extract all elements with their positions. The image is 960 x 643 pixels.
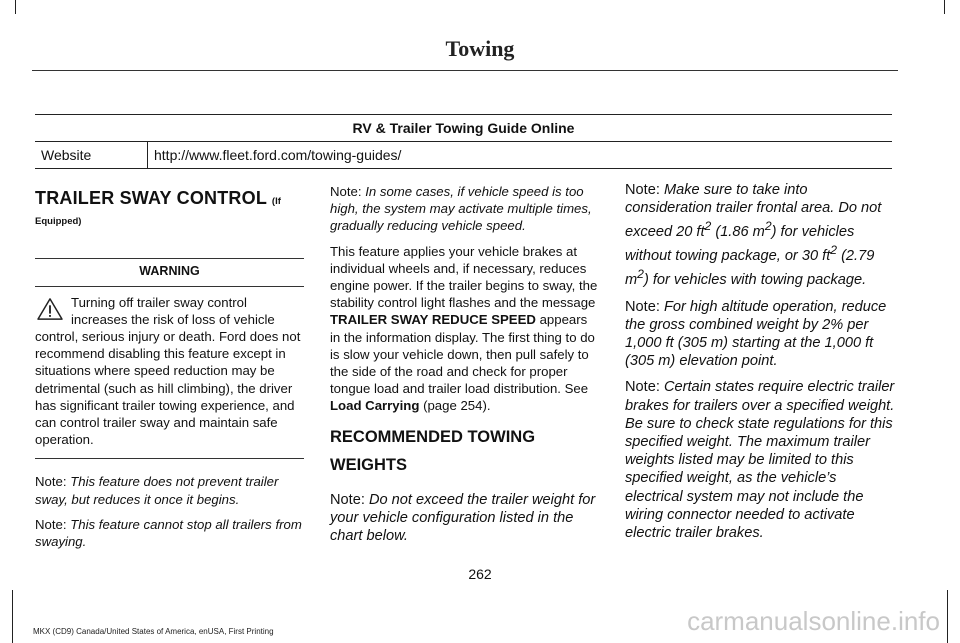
warning-triangle-icon bbox=[35, 297, 65, 321]
body-text: appears in the information display. The first thing to do is slow your vehicle down, then pull safely to the side of the road and check for proper tongue load and trailer load distribution. See bbox=[330, 312, 595, 397]
note-text bbox=[625, 182, 881, 288]
superscript: 2 bbox=[764, 219, 772, 234]
note-text-part: ) for vehicles without towing package, or 30 ft bbox=[625, 224, 855, 265]
warning-box bbox=[35, 258, 304, 459]
display-message: TRAILER SWAY REDUCE SPEED bbox=[330, 312, 536, 328]
superscript: 2 bbox=[704, 219, 712, 234]
note-label: Note: bbox=[35, 516, 67, 532]
watermark: carmanualsonline.info bbox=[687, 606, 940, 636]
note-paragraph bbox=[35, 516, 304, 550]
note-text: This feature cannot stop all trailers from swaying. bbox=[35, 516, 302, 550]
note-text-part: (2.79 m bbox=[625, 248, 875, 289]
note-label: Note: bbox=[625, 182, 660, 198]
note-text: Do not exceed the trailer weight for your vehicle configuration listed in the chart below. bbox=[330, 491, 596, 545]
page-number: 262 bbox=[468, 566, 492, 582]
table-cell-label: Website bbox=[35, 142, 148, 169]
section-heading-suffix: (If Equipped) bbox=[35, 196, 281, 228]
superscript: 2 bbox=[830, 243, 838, 258]
note-label: Note: bbox=[330, 491, 365, 508]
crop-mark bbox=[944, 0, 945, 14]
note-paragraph bbox=[330, 491, 600, 546]
note-text-part: ) for vehicles with towing package. bbox=[643, 272, 867, 289]
note-text-part: Make sure to take into consideration trailer frontal area. Do not exceed 20 ft bbox=[625, 182, 882, 241]
website-link[interactable]: http://www.fleet.ford.com/towing-guides/ bbox=[148, 142, 893, 169]
note-text: In some cases, if vehicle speed is too high, the system may activate multiple times, gradually reducing vehicle speed. bbox=[330, 184, 592, 234]
crop-mark bbox=[12, 590, 13, 643]
note-paragraph bbox=[625, 378, 895, 542]
footer-edition: MKX (CD9) Canada/United States of America, enUSA, First Printing bbox=[33, 627, 274, 636]
body-text: This feature applies your vehicle brakes at individual wheels and, if necessary, reduces engine power. If the trailer begins to sway, the stability control light flashes and the message bbox=[330, 243, 598, 311]
note-label: Note: bbox=[35, 474, 67, 490]
note-label: Note: bbox=[625, 298, 660, 315]
crop-mark bbox=[15, 0, 16, 14]
warning-title: WARNING bbox=[35, 259, 304, 286]
warning-body bbox=[35, 287, 304, 449]
table-title: RV & Trailer Towing Guide Online bbox=[35, 115, 892, 142]
warning-text: Turning off trailer sway control increases the risk of loss of vehicle control, serious injury or death. Ford does not recommend disabling this feature except in situations where speed reduction may be detrimental (such as hill climbing), the driver has significant trailer towing experience, and can control trailer sway and maintain safe operation. bbox=[35, 294, 301, 448]
table-row bbox=[35, 142, 892, 169]
section-heading bbox=[35, 190, 304, 230]
cross-reference-link[interactable]: Load Carrying bbox=[330, 398, 420, 414]
body-paragraph bbox=[330, 243, 600, 415]
table-header-row bbox=[35, 115, 892, 142]
column-middle bbox=[330, 183, 600, 553]
note-label: Note: bbox=[330, 184, 362, 199]
section-heading-text: TRAILER SWAY CONTROL bbox=[35, 188, 267, 208]
section-heading: RECOMMENDED TOWING WEIGHTS bbox=[330, 427, 536, 474]
column-left bbox=[35, 190, 304, 558]
note-paragraph bbox=[35, 473, 304, 507]
page-reference: (page 254). bbox=[423, 398, 491, 414]
note-paragraph bbox=[625, 181, 895, 290]
note-paragraph bbox=[330, 183, 600, 235]
header-divider bbox=[32, 70, 898, 71]
towing-guide-table bbox=[35, 114, 892, 169]
note-text: For high altitude operation, reduce the gross combined weight by 2% per 1,000 ft (305 m) starting at the 1,000 ft (305 m) elevation point. bbox=[625, 298, 887, 370]
column-right bbox=[625, 181, 895, 550]
crop-mark bbox=[947, 590, 948, 643]
superscript: 2 bbox=[637, 267, 644, 282]
note-text: Certain states require electric trailer brakes for trailers over a specified weight. Be sure to check state regulations for this specified weight. The maximum trailer weights listed may be limited to this specified weight, as the vehicle’s electrical system may not include the wiring connector needed to activate electric trailer brakes. bbox=[625, 379, 895, 542]
note-paragraph bbox=[625, 298, 895, 371]
page-header-title: Towing bbox=[445, 36, 515, 61]
note-text: This feature does not prevent trailer sway, but reduces it once it begins. bbox=[35, 474, 279, 507]
note-label: Note: bbox=[625, 379, 660, 396]
note-text-part: (1.86 m bbox=[711, 224, 765, 241]
